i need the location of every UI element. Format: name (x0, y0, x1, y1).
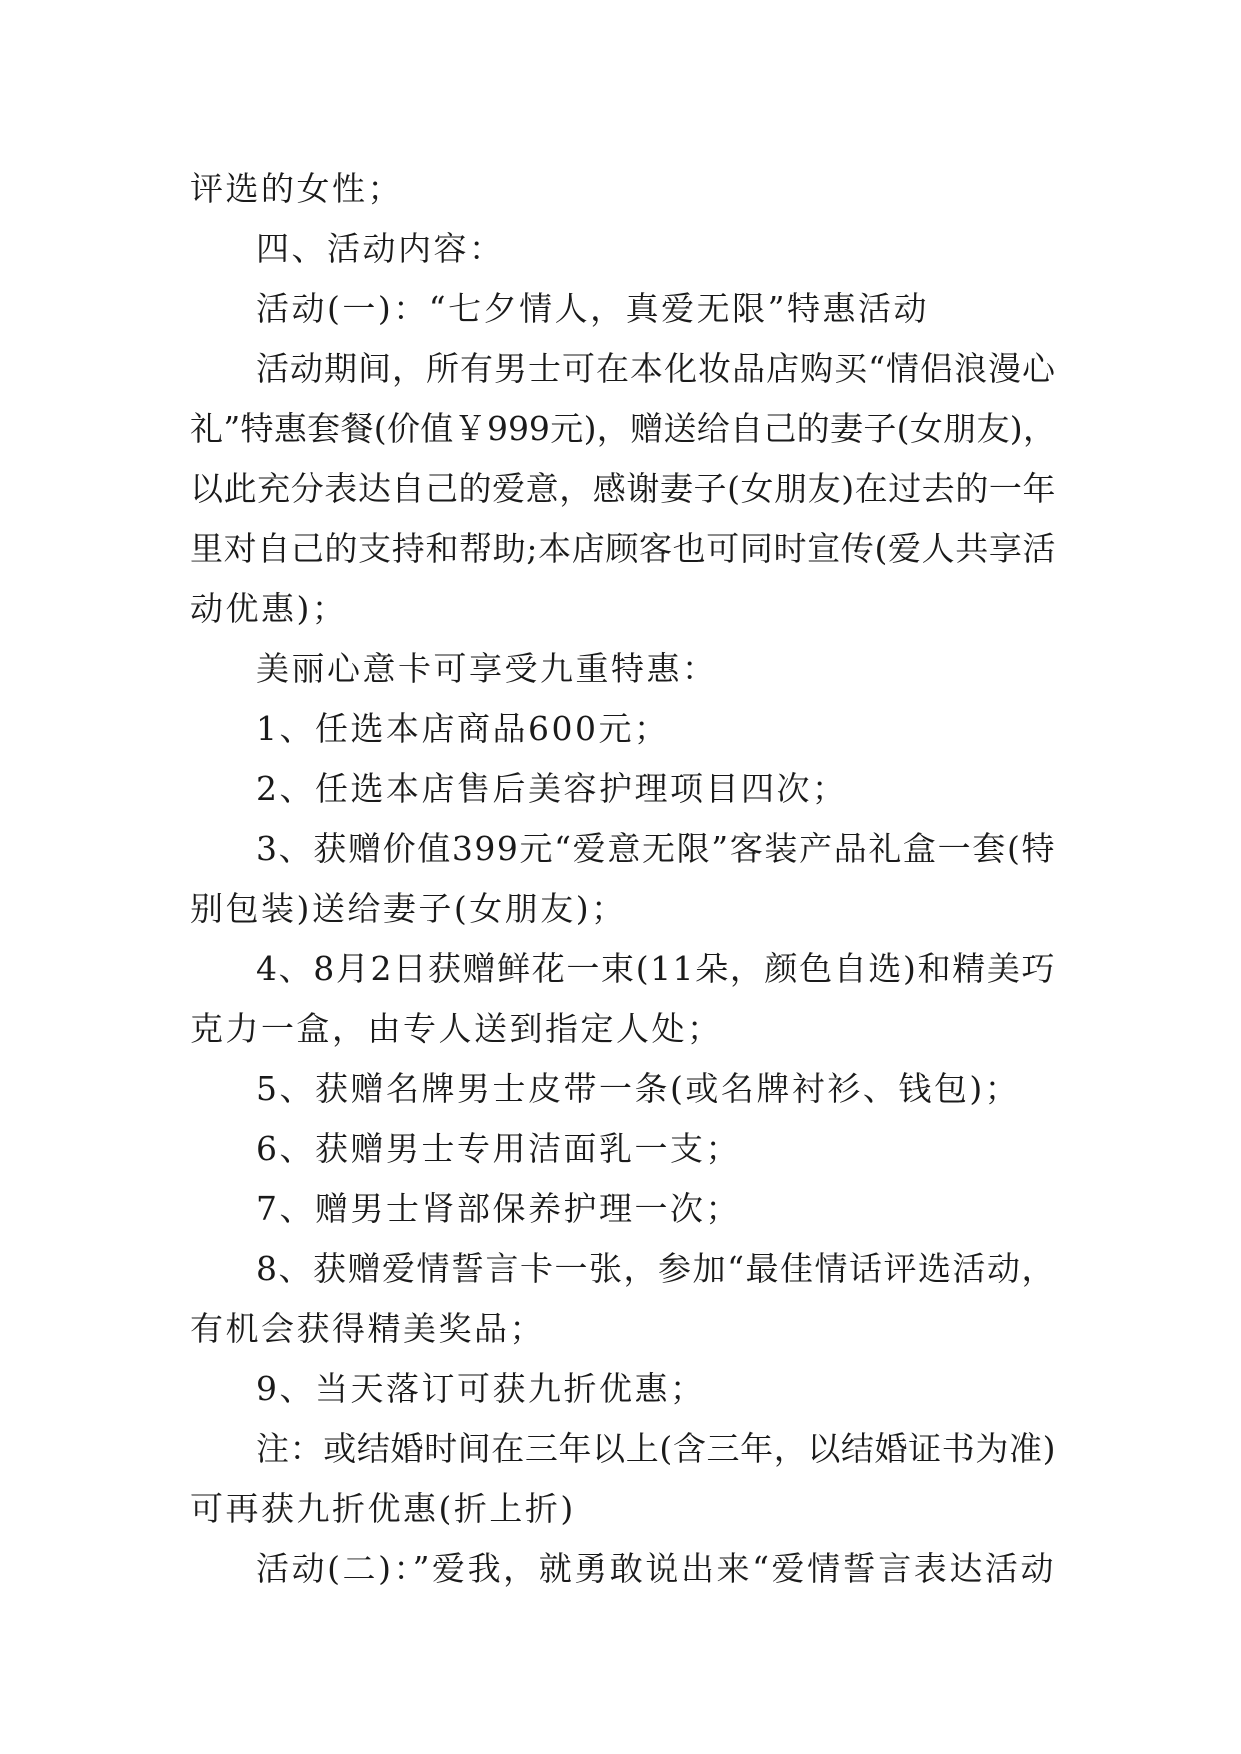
text-line: 礼”特惠套餐(价值￥999元)，赠送给自己的妻子(女朋友)， (190, 409, 1056, 448)
text-line: 以此充分表达自己的爱意，感谢妻子(女朋友)在过去的一年 (190, 469, 1056, 508)
list-item: 8、获赠爱情誓言卡一张，参加“最佳情话评选活动， (256, 1249, 1056, 1288)
list-item: 9、当天落订可获九折优惠； (256, 1369, 706, 1408)
activity-title: 活动(一)：“七夕情人，真爱无限”特惠活动 (256, 289, 929, 328)
list-item: 5、获赠名牌男士皮带一条(或名牌衬衫、钱包)； (256, 1069, 1021, 1108)
list-item: 2、任选本店售后美容护理项目四次； (256, 769, 848, 808)
text-line: 活动期间，所有男士可在本化妆品店购买“情侣浪漫心 (256, 349, 1056, 388)
list-item: 3、获赠价值399元“爱意无限”客装产品礼盒一套(特 (256, 829, 1056, 868)
text-line: 动优惠)； (190, 589, 348, 628)
list-item: 7、赠男士肾部保养护理一次； (256, 1189, 741, 1228)
text-line: 里对自己的支持和帮助;本店顾客也可同时宣传(爱人共享活 (190, 529, 1056, 568)
text-line: 美丽心意卡可享受九重特惠： (256, 649, 718, 688)
list-item: 6、获赠男士专用洁面乳一支； (256, 1129, 741, 1168)
document-page (190, 159, 1056, 1599)
list-item: 4、8月2日获赠鲜花一束(11朵，颜色自选)和精美巧 (256, 949, 1056, 988)
section-heading: 四、活动内容： (256, 229, 505, 268)
note-continuation: 可再获九折优惠(折上折) (190, 1489, 576, 1528)
activity-title: 活动(二)：”爱我，就勇敢说出来“爱情誓言表达活动 (256, 1549, 1056, 1588)
list-item-continuation: 克力一盒，由专人送到指定人处； (190, 1009, 723, 1048)
list-item-continuation: 别包装)送给妻子(女朋友)； (190, 889, 627, 928)
list-item-continuation: 有机会获得精美奖品； (190, 1309, 545, 1348)
text-line: 评选的女性； (190, 169, 403, 208)
note-line: 注：或结婚时间在三年以上(含三年，以结婚证书为准) (256, 1429, 1056, 1468)
list-item: 1、任选本店商品600元； (256, 709, 670, 748)
